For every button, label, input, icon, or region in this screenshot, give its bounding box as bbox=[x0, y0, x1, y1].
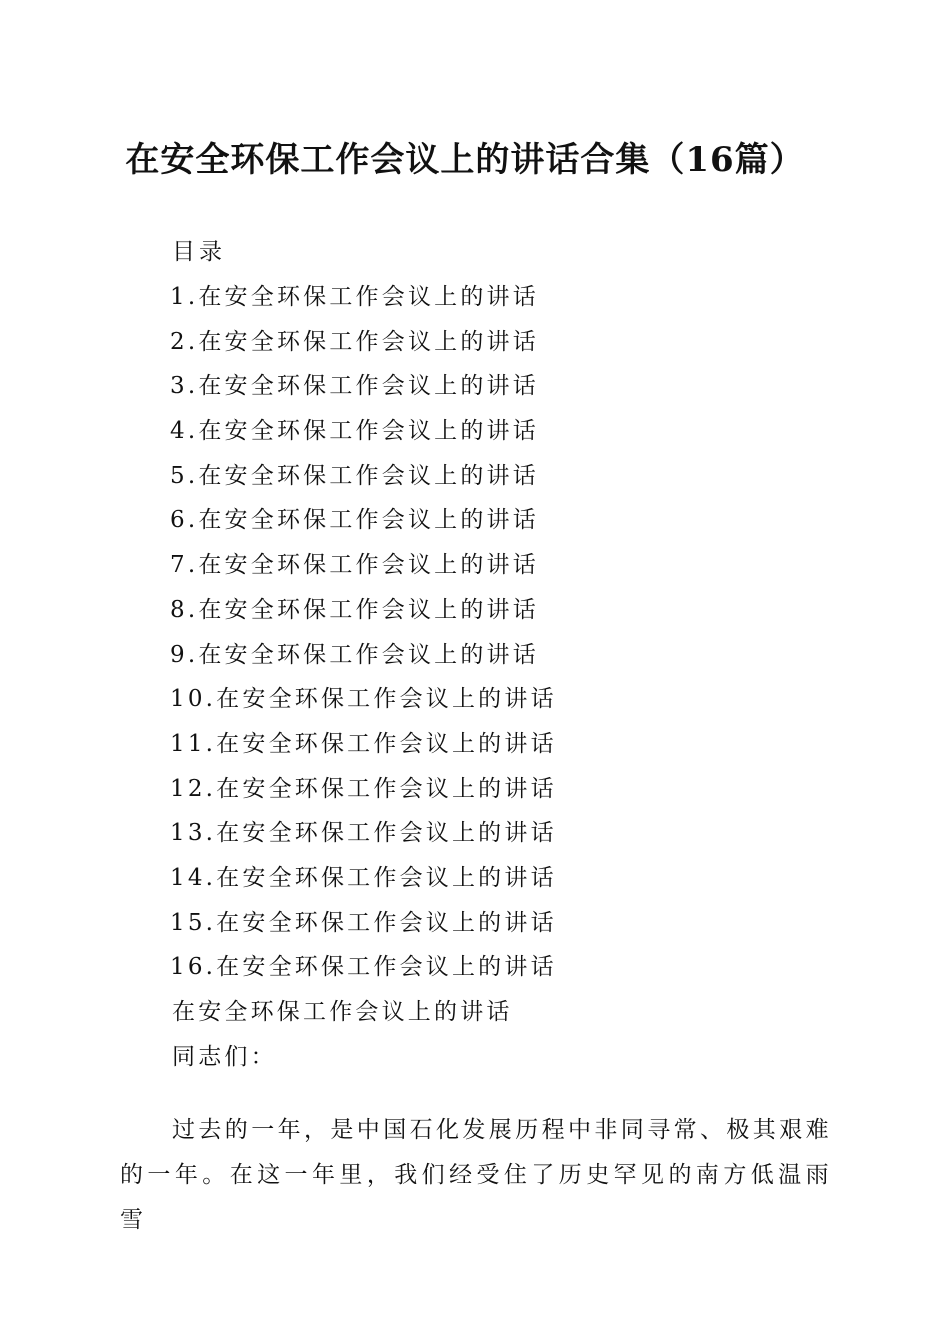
table-of-contents bbox=[170, 281, 557, 996]
toc-item: 13.在安全环保工作会议上的讲话 bbox=[170, 820, 557, 847]
toc-item: 12.在安全环保工作会议上的讲话 bbox=[170, 775, 557, 802]
toc-item: 4.在安全环保工作会议上的讲话 bbox=[170, 418, 539, 445]
toc-item: 15.在安全环保工作会议上的讲话 bbox=[170, 909, 557, 936]
toc-item: 7.在安全环保工作会议上的讲话 bbox=[170, 552, 539, 579]
toc-item: 5.在安全环保工作会议上的讲话 bbox=[170, 462, 539, 489]
body-paragraph: 过去的一年，是中国石化发展历程中非同寻常、极其艰难的一年。在这一年里，我们经受住了历史罕见的南方低温雨雪 bbox=[120, 1117, 832, 1233]
toc-heading: 目录 bbox=[172, 239, 226, 265]
greeting: 同志们： bbox=[172, 1044, 277, 1070]
toc-item: 11.在安全环保工作会议上的讲话 bbox=[170, 730, 557, 757]
toc-item: 6.在安全环保工作会议上的讲话 bbox=[170, 507, 539, 534]
toc-item: 14.在安全环保工作会议上的讲话 bbox=[170, 864, 557, 891]
toc-item: 1.在安全环保工作会议上的讲话 bbox=[170, 284, 539, 310]
document-title: 在安全环保工作会议上的讲话合集（16篇） bbox=[125, 140, 805, 180]
toc-item: 10.在安全环保工作会议上的讲话 bbox=[170, 686, 557, 713]
toc-item: 9.在安全环保工作会议上的讲话 bbox=[170, 641, 539, 668]
toc-item: 2.在安全环保工作会议上的讲话 bbox=[170, 328, 539, 355]
toc-item: 16.在安全环保工作会议上的讲话 bbox=[170, 954, 557, 981]
toc-item: 3.在安全环保工作会议上的讲话 bbox=[170, 373, 539, 400]
speech-title: 在安全环保工作会议上的讲话 bbox=[172, 999, 513, 1025]
toc-item: 8.在安全环保工作会议上的讲话 bbox=[170, 596, 539, 623]
